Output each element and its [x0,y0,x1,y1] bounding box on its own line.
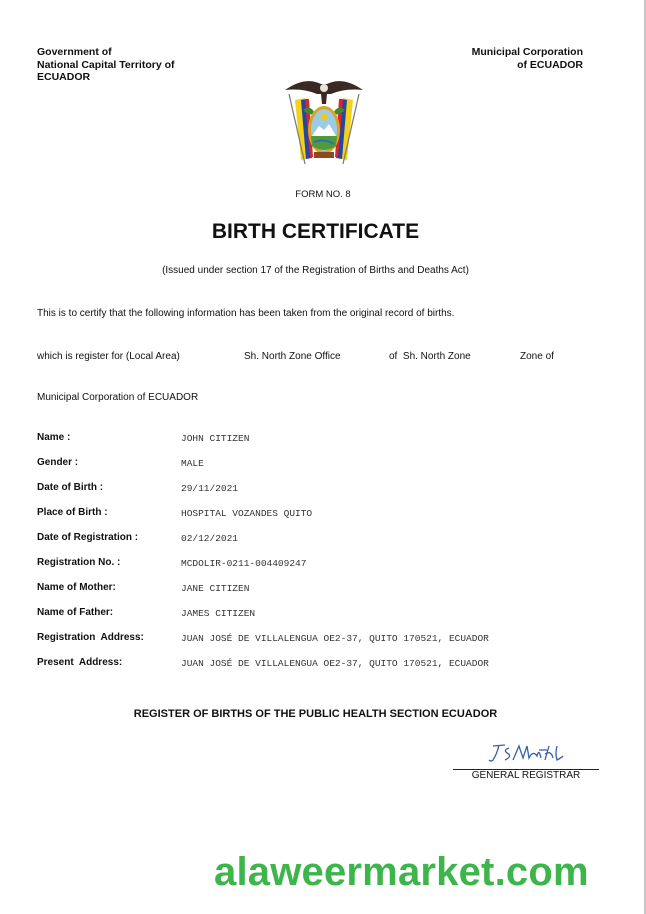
field-label: Place of Birth : [37,507,108,518]
field-label: Name : [37,432,71,443]
field-value: JUAN JOSÉ DE VILLALENGUA OE2-37, QUITO 170521, ECUADOR [181,633,489,644]
field-label: Registration Address: [37,632,144,643]
watermark: alaweermarket.com [214,850,589,894]
field-label: Name of Father: [37,607,114,618]
certification-statement: This is to certify that the following information has been taken from the original record of births. [37,308,455,319]
field-value: MALE [181,458,204,469]
corporation-line: Municipal Corporation [471,46,583,58]
signature-icon [487,742,567,764]
field-value: 02/12/2021 [181,533,239,544]
field-value: JUAN JOSÉ DE VILLALENGUA OE2-37, QUITO 170521, ECUADOR [181,658,489,669]
field-label: Present Address: [37,657,123,668]
field-value: MCDOLIR-0211-004409247 [181,558,307,569]
field-label: Gender : [37,457,79,468]
field-value: JOHN CITIZEN [181,433,250,444]
field-value: 29/11/2021 [181,483,239,494]
field-value: JANE CITIZEN [181,583,250,594]
local-area-corporation: Municipal Corporation of ECUADOR [37,392,199,403]
local-area-suffix: Zone of [520,351,554,362]
coat-of-arms-icon [281,72,367,172]
field-value: HOSPITAL VOZANDES QUITO [181,508,313,519]
local-area-prefix: which is register for (Local Area) [37,351,180,362]
government-line: Government of [37,46,112,58]
form-number: FORM NO. 8 [295,189,351,200]
government-line: National Capital Territory of [37,58,175,71]
registrar-title: GENERAL REGISTRAR [471,770,581,781]
register-heading: REGISTER OF BIRTHS OF THE PUBLIC HEALTH SECTION ECUADOR [133,708,498,720]
municipal-corporation [472,46,583,71]
local-area-zone: of Sh. North Zone [389,351,471,362]
field-label: Date of Birth : [37,482,104,493]
field-label: Name of Mother: [37,582,116,593]
field-value: JAMES CITIZEN [181,608,256,619]
field-label: Date of Registration : [37,532,139,543]
issued-under-note: (Issued under section 17 of the Registration of Births and Deaths Act) [162,265,469,276]
field-label: Registration No. : [37,557,121,568]
corporation-line: of ECUADOR [517,58,583,71]
local-area-office: Sh. North Zone Office [244,351,341,362]
government-line: ECUADOR [37,71,91,83]
document-title: BIRTH CERTIFICATE [211,220,420,243]
issuing-government [37,46,175,84]
